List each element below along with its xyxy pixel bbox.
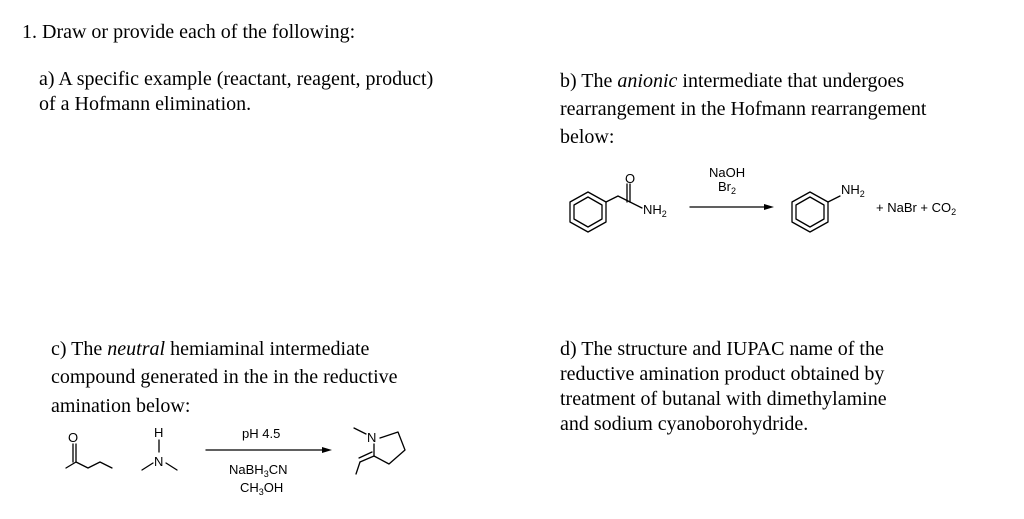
amine-hydrogen: H <box>154 425 164 440</box>
reagent-naoh: NaOH <box>709 165 746 180</box>
reagent-methanol: $CH_3OH$ <box>240 480 284 497</box>
part-c-line-2: compound generated in the in the reductive <box>51 366 398 388</box>
product-nitrogen: N <box>367 430 377 445</box>
part-d-line-4: and sodium cyanoborohydride. <box>560 413 809 435</box>
product-amine-label: $NH_2$ <box>841 182 865 199</box>
part-d-line-1: d) The structure and IUPAC name of the <box>560 338 884 360</box>
question-heading: 1. Draw or provide each of the following: <box>22 21 356 43</box>
reactant-carbonyl-o: O <box>625 171 636 186</box>
condition-ph: pH 4.5 <box>242 426 281 441</box>
ketone-chain <box>66 462 112 468</box>
arrowhead-c <box>322 447 332 453</box>
part-a-line-1: a) A specific example (reactant, reagent, product) <box>39 68 434 90</box>
reagent-bromine: $Br_2$ <box>718 179 737 196</box>
reactant-amine-label: $NH_2$ <box>643 202 667 219</box>
byproducts-label: + NaBr + $CO_2$ <box>876 200 957 217</box>
reagent-nabh3cn: NaBH$_3$CN <box>229 462 288 479</box>
part-d-line-3: treatment of butanal with dimethylamine <box>560 388 887 410</box>
part-c-line-1: c) The neutral hemiaminal intermediate <box>51 338 370 360</box>
part-d-line-2: reductive amination product obtained by <box>560 363 885 385</box>
part-b-line-2: rearrangement in the Hofmann rearrangement <box>560 98 927 120</box>
part-b-line-3: below: <box>560 126 615 148</box>
part-c-line-3: amination below: <box>51 395 191 417</box>
emphasis-neutral: neutral <box>107 338 166 360</box>
ketone-oxygen: O <box>68 430 79 445</box>
emphasis-anionic: anionic <box>617 70 678 92</box>
part-b-line-1: b) The anionic intermediate that undergoes <box>560 70 905 92</box>
amine-nitrogen: N <box>154 454 164 469</box>
pyrrolidine-ring <box>374 432 405 464</box>
part-a-line-2: of a Hofmann elimination. <box>39 93 252 115</box>
